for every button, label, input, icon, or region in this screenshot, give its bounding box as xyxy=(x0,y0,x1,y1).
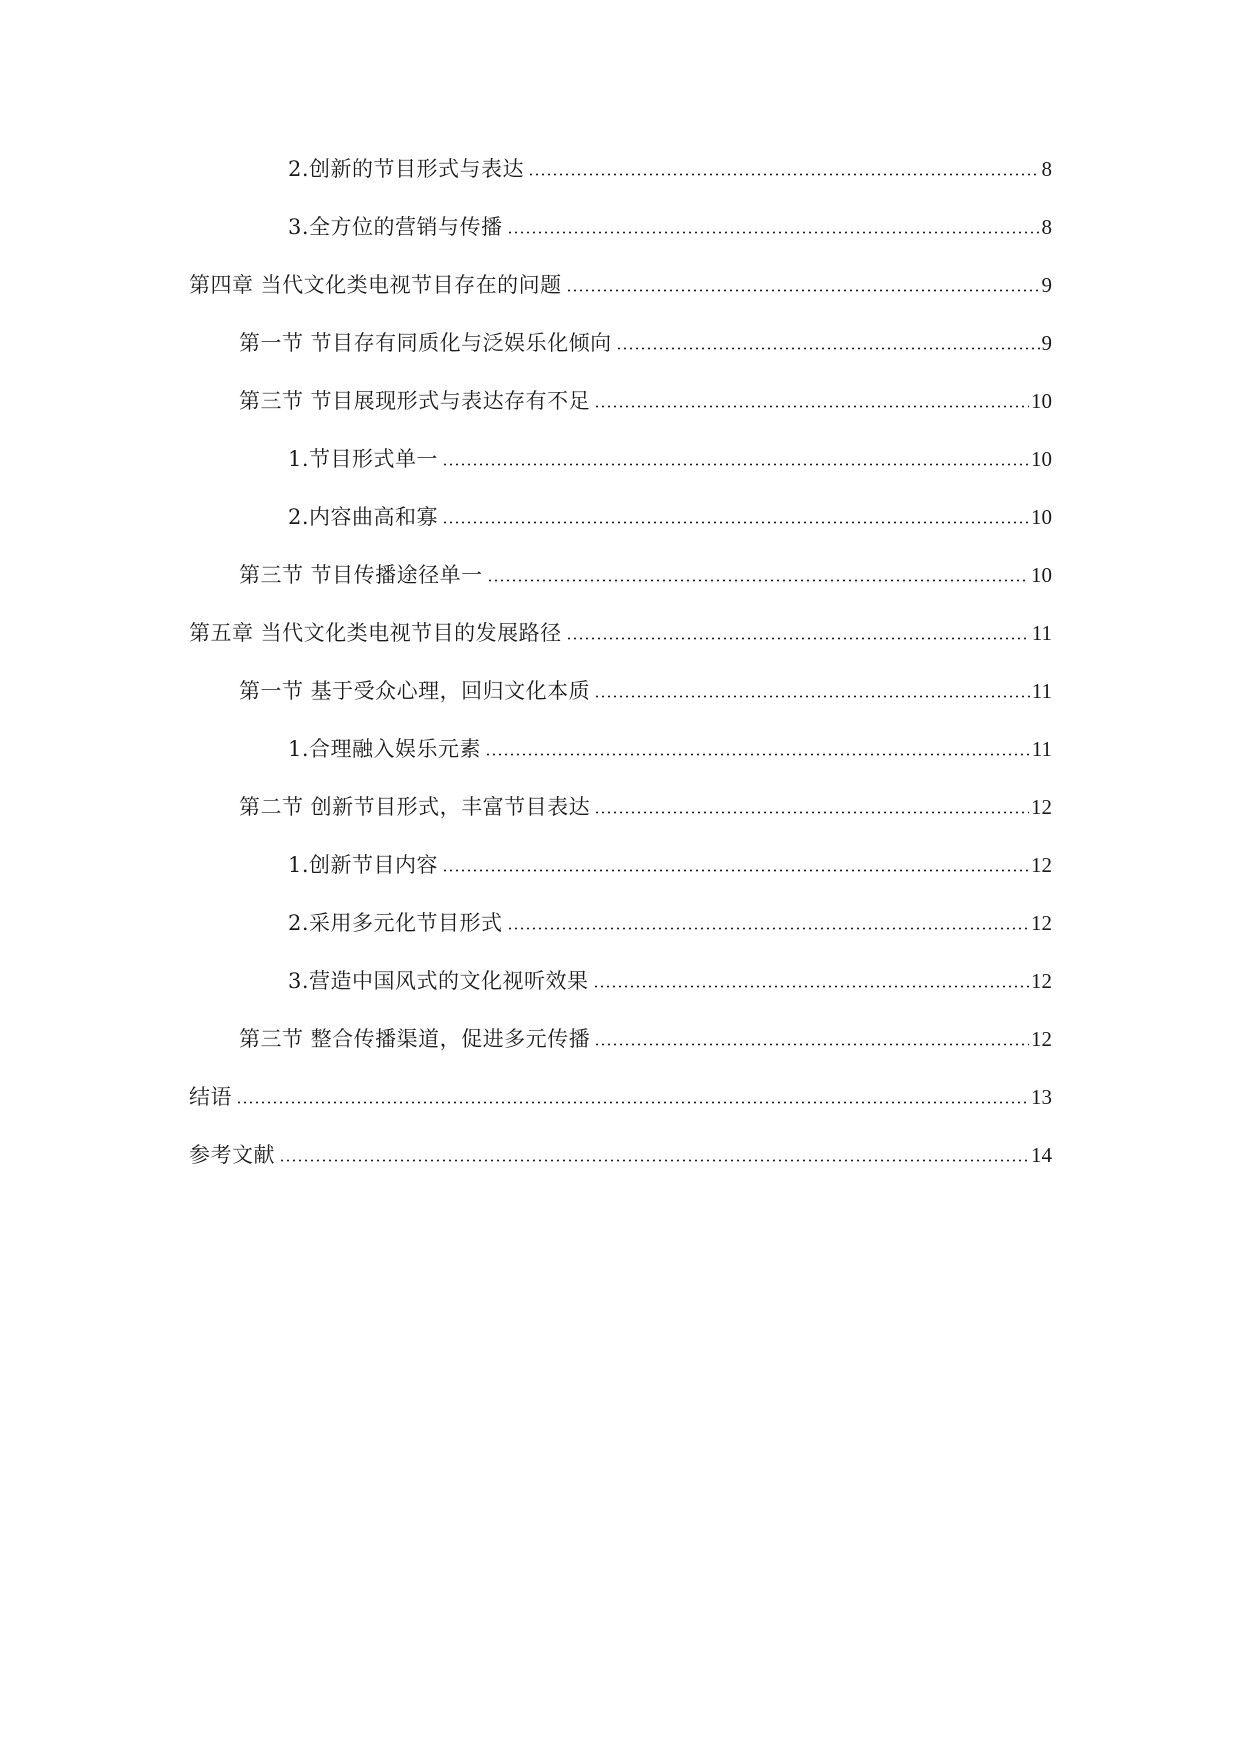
toc-entry-page: 12 xyxy=(1031,1027,1052,1051)
toc-dot-leader xyxy=(442,869,1029,872)
toc-entry[interactable] xyxy=(239,674,1052,704)
toc-entry-title: 第四章 当代文化类电视节目存在的问题 xyxy=(189,273,562,297)
toc-entry[interactable] xyxy=(288,210,1052,240)
toc-entry-page: 10 xyxy=(1031,505,1052,529)
toc-entry-title: 1.合理融入娱乐元素 xyxy=(288,737,482,761)
toc-dot-leader xyxy=(594,1043,1029,1046)
toc-entry[interactable] xyxy=(288,442,1052,472)
toc-entry-page: 8 xyxy=(1041,157,1052,181)
toc-entry-title: 参考文献 xyxy=(189,1143,275,1167)
toc-entry[interactable] xyxy=(288,964,1052,994)
toc-dot-leader xyxy=(442,521,1029,524)
toc-dot-leader xyxy=(594,405,1029,408)
toc-entry-page: 12 xyxy=(1031,969,1052,993)
toc-entry[interactable] xyxy=(239,326,1052,356)
toc-entry-title: 第三节 节目展现形式与表达存有不足 xyxy=(239,389,591,413)
toc-dot-leader xyxy=(236,1101,1029,1104)
toc-entry-title: 2.内容曲高和寡 xyxy=(288,505,439,529)
toc-entry-page: 13 xyxy=(1031,1085,1052,1109)
toc-entry[interactable] xyxy=(189,268,1052,298)
toc-entry-page: 10 xyxy=(1031,447,1052,471)
toc-entry[interactable] xyxy=(288,732,1052,762)
toc-entry-page: 8 xyxy=(1041,215,1052,239)
toc-entry-title: 第三节 整合传播渠道，促进多元传播 xyxy=(239,1027,591,1051)
toc-dot-leader xyxy=(593,985,1029,988)
toc-dot-leader xyxy=(566,637,1030,640)
toc-entry-title: 结语 xyxy=(189,1085,232,1109)
toc-dot-leader xyxy=(566,289,1040,292)
toc-entry-page: 9 xyxy=(1041,331,1052,355)
toc-entry-page: 14 xyxy=(1031,1143,1052,1167)
toc-entry-title: 第二节 创新节目形式，丰富节目表达 xyxy=(239,795,591,819)
toc-entry-page: 10 xyxy=(1031,389,1052,413)
toc-entry-page: 9 xyxy=(1041,273,1052,297)
toc-entry-page: 12 xyxy=(1031,911,1052,935)
toc-entry[interactable] xyxy=(288,500,1052,530)
toc-dot-leader xyxy=(507,927,1029,930)
toc-entry-page: 11 xyxy=(1031,679,1052,703)
toc-entry-title: 第三节 节目传播途径单一 xyxy=(239,563,483,587)
toc-entry-title: 1.节目形式单一 xyxy=(288,447,439,471)
toc-dot-leader xyxy=(528,173,1039,176)
toc-dot-leader xyxy=(442,463,1029,466)
toc-entry-page: 12 xyxy=(1031,795,1052,819)
toc-entry[interactable] xyxy=(239,558,1052,588)
toc-entry-title: 第五章 当代文化类电视节目的发展路径 xyxy=(189,621,562,645)
toc-entry-page: 12 xyxy=(1031,853,1052,877)
toc-entry[interactable] xyxy=(189,1080,1052,1110)
toc-entry-title: 3.全方位的营销与传播 xyxy=(288,215,503,239)
toc-entry-title: 2.创新的节目形式与表达 xyxy=(288,157,525,181)
toc-entry[interactable] xyxy=(239,1022,1052,1052)
toc-entry-page: 11 xyxy=(1031,621,1052,645)
toc-entry-title: 2.采用多元化节目形式 xyxy=(288,911,503,935)
toc-dot-leader xyxy=(507,231,1040,234)
toc-entry[interactable] xyxy=(288,906,1052,936)
toc-dot-leader xyxy=(487,579,1029,582)
toc-dot-leader xyxy=(594,695,1030,698)
toc-entry[interactable] xyxy=(189,616,1052,646)
toc-dot-leader xyxy=(279,1159,1029,1162)
toc-entry[interactable] xyxy=(288,848,1052,878)
toc-entry-page: 11 xyxy=(1031,737,1052,761)
toc-entry[interactable] xyxy=(189,1138,1052,1168)
toc-entry[interactable] xyxy=(288,152,1052,182)
toc-entry[interactable] xyxy=(239,790,1052,820)
toc-entry[interactable] xyxy=(239,384,1052,414)
toc-dot-leader xyxy=(594,811,1029,814)
toc-dot-leader xyxy=(616,347,1040,350)
toc-entry-page: 10 xyxy=(1031,563,1052,587)
toc-entry-title: 第一节 节目存有同质化与泛娱乐化倾向 xyxy=(239,331,612,355)
toc-entry-title: 3.营造中国风式的文化视听效果 xyxy=(288,969,589,993)
toc-entry-title: 第一节 基于受众心理，回归文化本质 xyxy=(239,679,591,703)
toc-dot-leader xyxy=(485,753,1030,756)
toc-entry-title: 1.创新节目内容 xyxy=(288,853,439,877)
